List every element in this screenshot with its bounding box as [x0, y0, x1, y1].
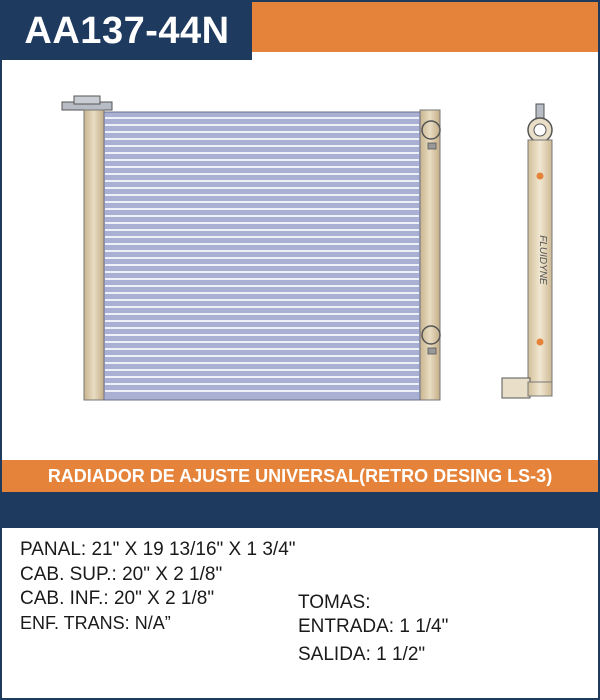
right-tank — [420, 110, 440, 400]
radiator-illustration — [2, 60, 598, 460]
spec-cab-inf: CAB. INF.: 20" X 2 1/8" — [20, 588, 215, 609]
side-marker-dot — [537, 173, 544, 180]
separator-bar — [2, 492, 598, 528]
left-tank — [84, 110, 104, 400]
side-marker-dot — [537, 339, 544, 346]
spec-panal: PANAL: 21" X 19 13/16" X 1 3/4" — [20, 539, 296, 560]
product-description: RADIADOR DE AJUSTE UNIVERSAL(RETRO DESING LS-3) — [2, 460, 598, 492]
tomas-title: TOMAS: — [298, 592, 371, 613]
product-code: AA137-44N — [2, 2, 252, 60]
specs-panel — [2, 528, 598, 698]
spec-cab-sup: CAB. SUP.: 20" X 2 1/8" — [20, 564, 223, 585]
tomas-entrada: ENTRADA: 1 1/4" — [298, 616, 449, 637]
radiator-front-view — [62, 96, 440, 400]
brand-mark: FLUIDYNE — [537, 235, 548, 285]
radiator-side-view — [502, 104, 552, 398]
tomas-salida: SALIDA: 1 1/2" — [298, 644, 426, 665]
product-image-area — [2, 60, 598, 460]
spec-enf-trans: ENF. TRANS: N/A” — [20, 613, 171, 633]
